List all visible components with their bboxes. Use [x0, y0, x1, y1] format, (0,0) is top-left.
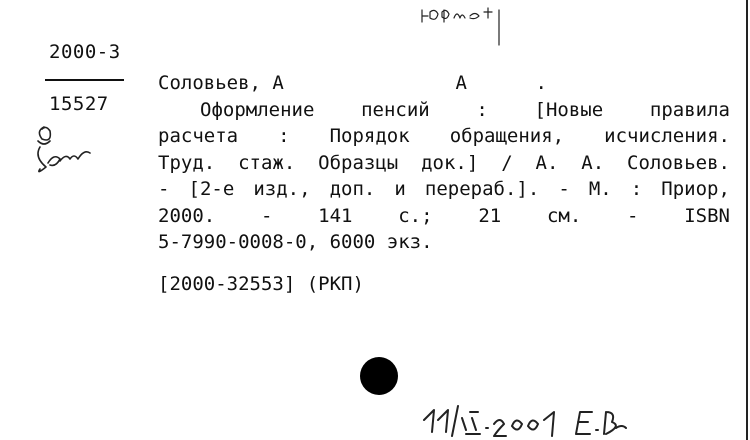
- call-number-rule: [45, 79, 124, 81]
- publication-line: 2000. - 141 с.; 21 см. - ISBN: [158, 204, 730, 227]
- inventory-number: 15527: [49, 93, 109, 115]
- edition-line: - [2-е изд., доп. и перераб.]. - М. : Приор,: [158, 178, 730, 200]
- bibliographic-record: [158, 70, 730, 256]
- title-line-3: Труд. стаж. Образцы док.] / А. А. Соловьев.: [158, 151, 730, 174]
- handwritten-note-top: [414, 0, 548, 50]
- card-punch-hole: [360, 357, 398, 395]
- handwritten-initials: [30, 117, 92, 177]
- card-right-edge: [746, 0, 748, 440]
- handwritten-date-signature: [420, 398, 685, 440]
- isbn-line: 5-7990-0008-0, 6000 экз.: [158, 231, 433, 253]
- call-number: 2000-3: [49, 41, 121, 63]
- author-heading: Соловьев, А А .: [158, 72, 547, 94]
- title-line-2: расчета : Порядок обращения, исчисления.: [158, 125, 730, 147]
- title-line-1: Оформление пенсий : [Новые правила: [200, 98, 730, 121]
- series-note: [2000-32553] (РКП): [158, 273, 364, 295]
